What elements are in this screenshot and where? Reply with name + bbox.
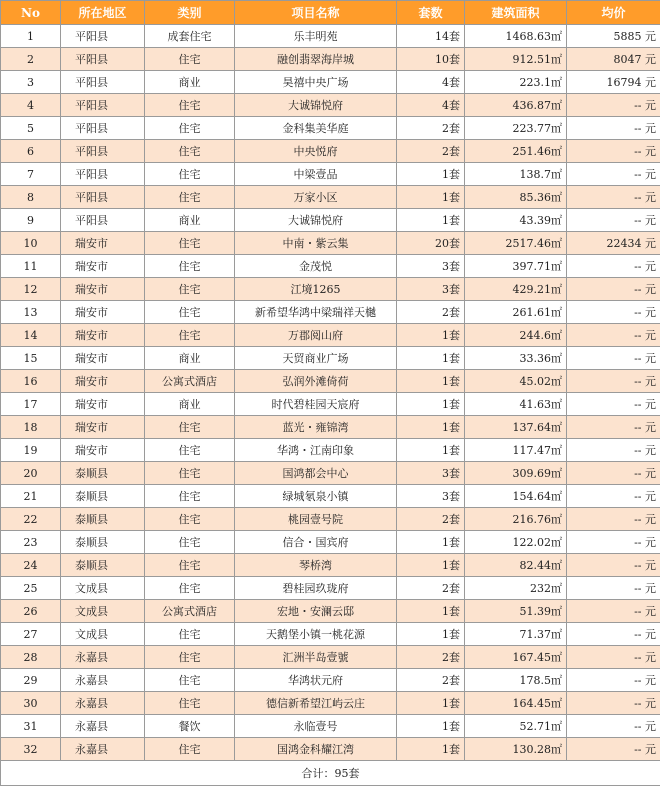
cell-avg-price: 8047 元 — [567, 48, 660, 71]
cell-count: 1套 — [397, 554, 465, 577]
cell-project: 大诚锦悦府 — [235, 209, 397, 232]
table-row — [1, 554, 660, 577]
cell-building-area: 130.28㎡ — [465, 738, 567, 761]
cell-count: 1套 — [397, 439, 465, 462]
table-row — [1, 623, 660, 646]
cell-no: 7 — [1, 163, 61, 186]
cell-area: 泰顺县 — [61, 554, 145, 577]
cell-area: 永嘉县 — [61, 692, 145, 715]
cell-project: 蓝光・雍锦湾 — [235, 416, 397, 439]
cell-type: 住宅 — [145, 94, 235, 117]
cell-building-area: 244.6㎡ — [465, 324, 567, 347]
table-body — [1, 25, 660, 761]
cell-building-area: 223.77㎡ — [465, 117, 567, 140]
cell-count: 4套 — [397, 71, 465, 94]
table-row — [1, 186, 660, 209]
header-area: 所在地区 — [61, 1, 145, 25]
cell-avg-price: -- 元 — [567, 186, 660, 209]
cell-count: 1套 — [397, 163, 465, 186]
cell-avg-price: 16794 元 — [567, 71, 660, 94]
cell-type: 住宅 — [145, 531, 235, 554]
cell-area: 平阳县 — [61, 117, 145, 140]
cell-project: 绿城氡泉小镇 — [235, 485, 397, 508]
cell-project: 信合・国宾府 — [235, 531, 397, 554]
cell-no: 25 — [1, 577, 61, 600]
cell-avg-price: -- 元 — [567, 301, 660, 324]
cell-type: 住宅 — [145, 324, 235, 347]
cell-count: 1套 — [397, 393, 465, 416]
cell-area: 泰顺县 — [61, 485, 145, 508]
cell-building-area: 2517.46㎡ — [465, 232, 567, 255]
cell-count: 3套 — [397, 485, 465, 508]
cell-type: 成套住宅 — [145, 25, 235, 48]
cell-area: 永嘉县 — [61, 715, 145, 738]
table-row — [1, 669, 660, 692]
cell-no: 20 — [1, 462, 61, 485]
cell-count: 20套 — [397, 232, 465, 255]
cell-project: 桃园壹号院 — [235, 508, 397, 531]
cell-type: 住宅 — [145, 554, 235, 577]
cell-count: 3套 — [397, 462, 465, 485]
cell-project: 琴桥湾 — [235, 554, 397, 577]
cell-no: 28 — [1, 646, 61, 669]
header-avg-price: 均价 — [567, 1, 660, 25]
cell-avg-price: -- 元 — [567, 117, 660, 140]
cell-building-area: 122.02㎡ — [465, 531, 567, 554]
cell-building-area: 82.44㎡ — [465, 554, 567, 577]
cell-area: 瑞安市 — [61, 370, 145, 393]
cell-avg-price: -- 元 — [567, 416, 660, 439]
cell-area: 文成县 — [61, 577, 145, 600]
cell-avg-price: -- 元 — [567, 508, 660, 531]
cell-no: 23 — [1, 531, 61, 554]
table-row — [1, 692, 660, 715]
cell-area: 平阳县 — [61, 163, 145, 186]
cell-avg-price: -- 元 — [567, 646, 660, 669]
table-row — [1, 71, 660, 94]
cell-type: 住宅 — [145, 485, 235, 508]
table-row — [1, 393, 660, 416]
cell-project: 中央悦府 — [235, 140, 397, 163]
cell-building-area: 397.71㎡ — [465, 255, 567, 278]
cell-building-area: 261.61㎡ — [465, 301, 567, 324]
cell-building-area: 309.69㎡ — [465, 462, 567, 485]
cell-area: 瑞安市 — [61, 278, 145, 301]
cell-area: 文成县 — [61, 623, 145, 646]
cell-no: 21 — [1, 485, 61, 508]
cell-building-area: 41.63㎡ — [465, 393, 567, 416]
cell-avg-price: -- 元 — [567, 600, 660, 623]
cell-building-area: 178.5㎡ — [465, 669, 567, 692]
cell-count: 1套 — [397, 715, 465, 738]
table-row — [1, 232, 660, 255]
cell-area: 平阳县 — [61, 186, 145, 209]
cell-project: 新希望华鸿中梁瑞祥天樾 — [235, 301, 397, 324]
cell-area: 瑞安市 — [61, 301, 145, 324]
cell-type: 住宅 — [145, 186, 235, 209]
cell-type: 商业 — [145, 347, 235, 370]
cell-type: 住宅 — [145, 48, 235, 71]
cell-building-area: 912.51㎡ — [465, 48, 567, 71]
total-row — [1, 761, 660, 786]
cell-type: 住宅 — [145, 462, 235, 485]
cell-count: 10套 — [397, 48, 465, 71]
cell-avg-price: -- 元 — [567, 370, 660, 393]
cell-avg-price: -- 元 — [567, 278, 660, 301]
cell-count: 14套 — [397, 25, 465, 48]
cell-area: 瑞安市 — [61, 416, 145, 439]
cell-avg-price: -- 元 — [567, 485, 660, 508]
cell-project: 碧桂园玖珑府 — [235, 577, 397, 600]
cell-building-area: 51.39㎡ — [465, 600, 567, 623]
cell-project: 华鸿・江南印象 — [235, 439, 397, 462]
cell-type: 住宅 — [145, 278, 235, 301]
cell-avg-price: -- 元 — [567, 439, 660, 462]
cell-building-area: 117.47㎡ — [465, 439, 567, 462]
cell-project: 国鸿都会中心 — [235, 462, 397, 485]
cell-no: 22 — [1, 508, 61, 531]
cell-no: 26 — [1, 600, 61, 623]
cell-avg-price: -- 元 — [567, 715, 660, 738]
cell-count: 1套 — [397, 692, 465, 715]
cell-building-area: 52.71㎡ — [465, 715, 567, 738]
cell-area: 泰顺县 — [61, 531, 145, 554]
table-row — [1, 94, 660, 117]
table-row — [1, 25, 660, 48]
cell-no: 11 — [1, 255, 61, 278]
table-header — [1, 1, 660, 25]
cell-building-area: 167.45㎡ — [465, 646, 567, 669]
cell-project: 永临壹号 — [235, 715, 397, 738]
cell-avg-price: -- 元 — [567, 209, 660, 232]
cell-type: 住宅 — [145, 577, 235, 600]
cell-count: 1套 — [397, 416, 465, 439]
header-building-area: 建筑面积 — [465, 1, 567, 25]
table-row — [1, 48, 660, 71]
cell-area: 平阳县 — [61, 25, 145, 48]
cell-type: 住宅 — [145, 692, 235, 715]
cell-project: 时代碧桂园天宸府 — [235, 393, 397, 416]
cell-type: 商业 — [145, 71, 235, 94]
cell-type: 住宅 — [145, 508, 235, 531]
cell-count: 1套 — [397, 186, 465, 209]
cell-no: 8 — [1, 186, 61, 209]
cell-avg-price: -- 元 — [567, 140, 660, 163]
cell-building-area: 138.7㎡ — [465, 163, 567, 186]
cell-no: 5 — [1, 117, 61, 140]
table-row — [1, 278, 660, 301]
cell-count: 1套 — [397, 531, 465, 554]
cell-area: 瑞安市 — [61, 439, 145, 462]
cell-no: 19 — [1, 439, 61, 462]
cell-avg-price: -- 元 — [567, 462, 660, 485]
cell-building-area: 71.37㎡ — [465, 623, 567, 646]
cell-type: 住宅 — [145, 416, 235, 439]
header-project: 项目名称 — [235, 1, 397, 25]
cell-area: 平阳县 — [61, 71, 145, 94]
table-row — [1, 347, 660, 370]
cell-avg-price: -- 元 — [567, 347, 660, 370]
cell-area: 瑞安市 — [61, 255, 145, 278]
cell-avg-price: -- 元 — [567, 531, 660, 554]
cell-avg-price: -- 元 — [567, 163, 660, 186]
cell-project: 弘润外滩倚荷 — [235, 370, 397, 393]
cell-avg-price: -- 元 — [567, 738, 660, 761]
cell-area: 瑞安市 — [61, 393, 145, 416]
table-row — [1, 646, 660, 669]
cell-avg-price: -- 元 — [567, 669, 660, 692]
cell-no: 30 — [1, 692, 61, 715]
cell-area: 泰顺县 — [61, 508, 145, 531]
cell-type: 住宅 — [145, 439, 235, 462]
cell-project: 天鹅堡小镇一桃花源 — [235, 623, 397, 646]
cell-area: 瑞安市 — [61, 324, 145, 347]
cell-no: 3 — [1, 71, 61, 94]
cell-building-area: 137.64㎡ — [465, 416, 567, 439]
cell-count: 2套 — [397, 508, 465, 531]
cell-project: 金科集美华庭 — [235, 117, 397, 140]
cell-project: 金茂悦 — [235, 255, 397, 278]
cell-type: 住宅 — [145, 163, 235, 186]
cell-type: 商业 — [145, 393, 235, 416]
cell-building-area: 216.76㎡ — [465, 508, 567, 531]
cell-type: 公寓式酒店 — [145, 600, 235, 623]
cell-building-area: 429.21㎡ — [465, 278, 567, 301]
cell-count: 2套 — [397, 646, 465, 669]
cell-project: 万家小区 — [235, 186, 397, 209]
cell-no: 24 — [1, 554, 61, 577]
cell-no: 9 — [1, 209, 61, 232]
cell-count: 1套 — [397, 623, 465, 646]
cell-project: 万郡阅山府 — [235, 324, 397, 347]
header-row — [1, 1, 660, 25]
cell-no: 29 — [1, 669, 61, 692]
header-count: 套数 — [397, 1, 465, 25]
cell-area: 永嘉县 — [61, 738, 145, 761]
cell-count: 2套 — [397, 301, 465, 324]
cell-avg-price: -- 元 — [567, 692, 660, 715]
cell-project: 天贸商业广场 — [235, 347, 397, 370]
header-no: No — [1, 1, 61, 25]
table-row — [1, 508, 660, 531]
cell-type: 住宅 — [145, 301, 235, 324]
cell-count: 3套 — [397, 278, 465, 301]
cell-avg-price: -- 元 — [567, 623, 660, 646]
cell-no: 4 — [1, 94, 61, 117]
cell-avg-price: -- 元 — [567, 577, 660, 600]
cell-no: 13 — [1, 301, 61, 324]
cell-no: 17 — [1, 393, 61, 416]
cell-no: 16 — [1, 370, 61, 393]
cell-building-area: 45.02㎡ — [465, 370, 567, 393]
table-row — [1, 140, 660, 163]
total-cell: 合计：95套 — [1, 761, 660, 786]
cell-building-area: 164.45㎡ — [465, 692, 567, 715]
cell-project: 德信新希望江屿云庄 — [235, 692, 397, 715]
table-row — [1, 416, 660, 439]
table-row — [1, 301, 660, 324]
cell-project: 昊禧中央广场 — [235, 71, 397, 94]
table-row — [1, 577, 660, 600]
cell-count: 3套 — [397, 255, 465, 278]
cell-avg-price: -- 元 — [567, 554, 660, 577]
cell-no: 32 — [1, 738, 61, 761]
cell-project: 大诚锦悦府 — [235, 94, 397, 117]
cell-count: 2套 — [397, 117, 465, 140]
cell-type: 商业 — [145, 209, 235, 232]
table-footer — [1, 761, 660, 786]
cell-type: 餐饮 — [145, 715, 235, 738]
cell-no: 27 — [1, 623, 61, 646]
cell-no: 1 — [1, 25, 61, 48]
cell-count: 1套 — [397, 738, 465, 761]
cell-building-area: 154.64㎡ — [465, 485, 567, 508]
table-row — [1, 324, 660, 347]
cell-project: 国鸿金科耀江湾 — [235, 738, 397, 761]
cell-no: 12 — [1, 278, 61, 301]
cell-project: 江境1265 — [235, 278, 397, 301]
cell-building-area: 436.87㎡ — [465, 94, 567, 117]
table-row — [1, 439, 660, 462]
cell-no: 6 — [1, 140, 61, 163]
cell-count: 1套 — [397, 370, 465, 393]
cell-project: 中南・紫云集 — [235, 232, 397, 255]
table-row — [1, 370, 660, 393]
cell-avg-price: -- 元 — [567, 255, 660, 278]
cell-count: 1套 — [397, 347, 465, 370]
cell-area: 平阳县 — [61, 48, 145, 71]
cell-count: 2套 — [397, 577, 465, 600]
table-row — [1, 600, 660, 623]
table-row — [1, 255, 660, 278]
cell-project: 华鸿状元府 — [235, 669, 397, 692]
cell-type: 住宅 — [145, 738, 235, 761]
cell-area: 瑞安市 — [61, 232, 145, 255]
cell-building-area: 43.39㎡ — [465, 209, 567, 232]
cell-no: 14 — [1, 324, 61, 347]
cell-type: 住宅 — [145, 140, 235, 163]
cell-area: 永嘉县 — [61, 669, 145, 692]
cell-area: 文成县 — [61, 600, 145, 623]
cell-count: 2套 — [397, 140, 465, 163]
cell-area: 平阳县 — [61, 140, 145, 163]
table-row — [1, 117, 660, 140]
table-row — [1, 163, 660, 186]
cell-area: 泰顺县 — [61, 462, 145, 485]
cell-count: 1套 — [397, 600, 465, 623]
cell-avg-price: 22434 元 — [567, 232, 660, 255]
cell-count: 1套 — [397, 324, 465, 347]
cell-avg-price: -- 元 — [567, 324, 660, 347]
cell-type: 住宅 — [145, 255, 235, 278]
cell-area: 平阳县 — [61, 94, 145, 117]
cell-avg-price: -- 元 — [567, 393, 660, 416]
cell-no: 15 — [1, 347, 61, 370]
cell-no: 2 — [1, 48, 61, 71]
cell-project: 宏地・安澜云邸 — [235, 600, 397, 623]
cell-area: 平阳县 — [61, 209, 145, 232]
header-type: 类别 — [145, 1, 235, 25]
cell-no: 31 — [1, 715, 61, 738]
cell-count: 2套 — [397, 669, 465, 692]
cell-type: 住宅 — [145, 669, 235, 692]
cell-type: 公寓式酒店 — [145, 370, 235, 393]
table-row — [1, 209, 660, 232]
cell-project: 中梁壹品 — [235, 163, 397, 186]
cell-area: 永嘉县 — [61, 646, 145, 669]
cell-avg-price: -- 元 — [567, 94, 660, 117]
cell-no: 10 — [1, 232, 61, 255]
cell-project: 融创翡翠海岸城 — [235, 48, 397, 71]
cell-building-area: 33.36㎡ — [465, 347, 567, 370]
table-row — [1, 738, 660, 761]
cell-count: 1套 — [397, 209, 465, 232]
cell-type: 住宅 — [145, 623, 235, 646]
cell-no: 18 — [1, 416, 61, 439]
cell-project: 汇洲半岛壹號 — [235, 646, 397, 669]
cell-avg-price: 5885 元 — [567, 25, 660, 48]
table-row — [1, 485, 660, 508]
cell-building-area: 223.1㎡ — [465, 71, 567, 94]
cell-type: 住宅 — [145, 117, 235, 140]
cell-type: 住宅 — [145, 646, 235, 669]
cell-building-area: 232㎡ — [465, 577, 567, 600]
cell-count: 4套 — [397, 94, 465, 117]
cell-type: 住宅 — [145, 232, 235, 255]
table-row — [1, 531, 660, 554]
cell-area: 瑞安市 — [61, 347, 145, 370]
cell-project: 乐丰明苑 — [235, 25, 397, 48]
cell-building-area: 85.36㎡ — [465, 186, 567, 209]
cell-building-area: 1468.63㎡ — [465, 25, 567, 48]
table-row — [1, 715, 660, 738]
cell-building-area: 251.46㎡ — [465, 140, 567, 163]
table-row — [1, 462, 660, 485]
